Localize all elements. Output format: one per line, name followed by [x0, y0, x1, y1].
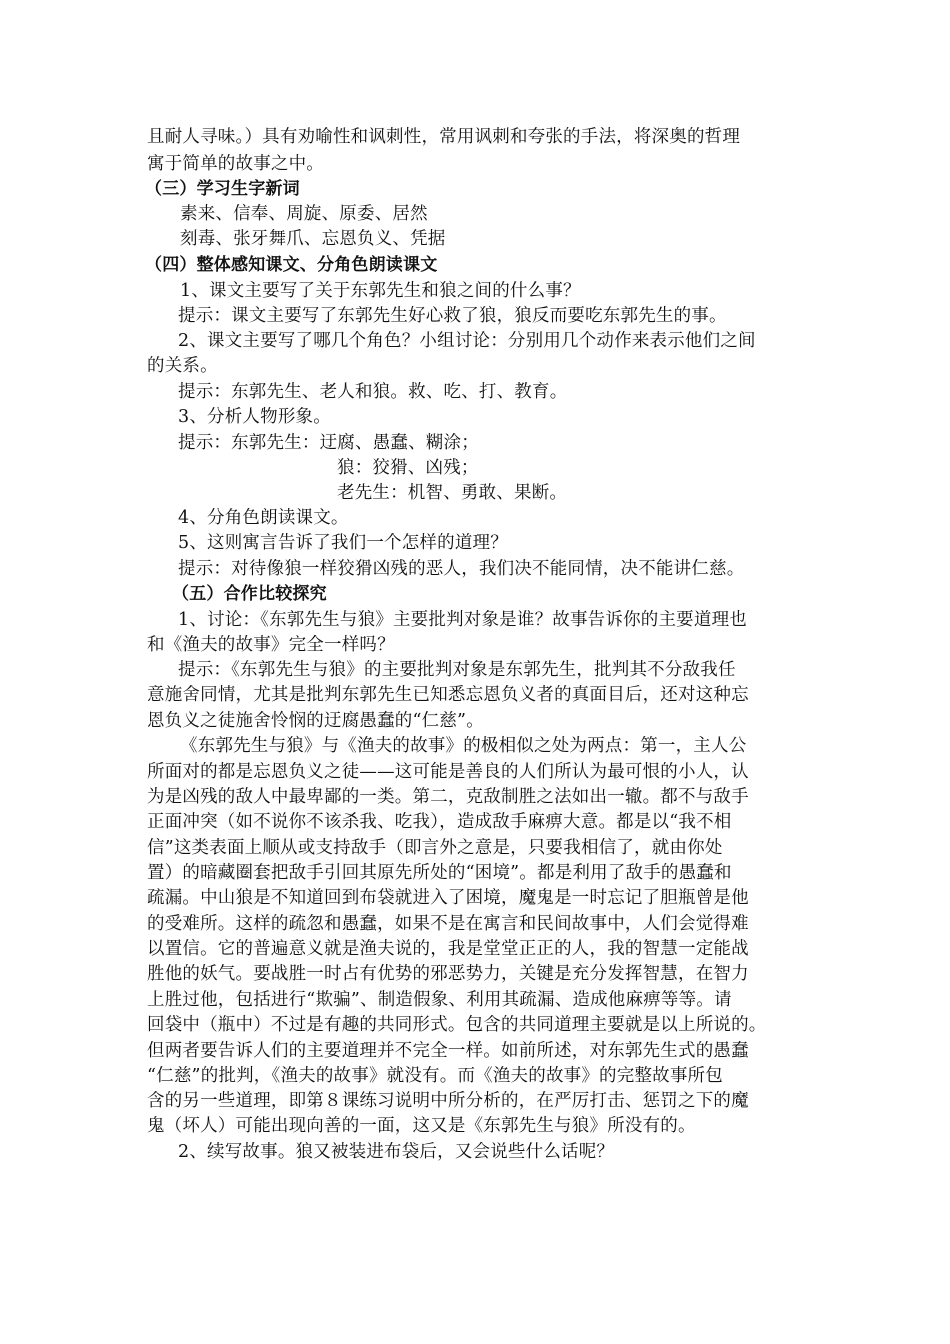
- vocab-line: 刻毒、张牙舞爪、忘恩负义、凭据: [180, 229, 446, 249]
- text-line: 寓于简单的故事之中。: [147, 154, 324, 174]
- text-line: 4、分角色朗读课文。: [178, 508, 349, 528]
- text-line: 1、讨论：《东郭先生与狼》主要批判对象是谁？故事告诉你的主要道理也: [178, 610, 747, 630]
- text-line: 置）的暗藏圈套把敌手引回其原先所处的“困境”。都是利用了敌手的愚蠢和: [147, 863, 732, 883]
- text-line: 2、课文主要写了哪几个角色？小组讨论：分别用几个动作来表示他们之间: [178, 331, 756, 351]
- text-line: 回袋中（瓶中）不过是有趣的共同形式。包含的共同道理主要就是以上所说的。: [147, 1015, 767, 1035]
- text-line: 胜他的妖气。要战胜一时占有优势的邪恶势力，关键是充分发挥智慧，在智力: [147, 964, 749, 984]
- text-line: 和《渔夫的故事》完全一样吗？: [147, 635, 395, 655]
- text-line: 提示：东郭先生、老人和狼。救、吃、打、教育。: [178, 382, 568, 402]
- text-line: 信”这类表面上顺从或支持敌手（即言外之意是，只要我相信了，就由你处: [147, 838, 723, 858]
- text-line: 意施舍同情，尤其是批判东郭先生已知悉忘恩负义者的真面目后，还对这种忘: [147, 685, 749, 705]
- text-line: 以置信。它的普遍意义就是渔夫说的，我是堂堂正正的人，我的智慧一定能战: [147, 939, 749, 959]
- text-line: 提示：对待像狼一样狡猾凶残的恶人，我们决不能同情，决不能讲仁慈。: [178, 559, 745, 579]
- text-line: 所面对的都是忘恩负义之徒——这可能是善良的人们所认为最可恨的小人，认: [147, 762, 749, 782]
- section-heading: （三）学习生字新词: [145, 179, 300, 199]
- text-line: “仁慈”的批判，《渔夫的故事》就没有。而《渔夫的故事》的完整故事所包: [147, 1066, 723, 1086]
- section-heading: （四）整体感知课文、分角色朗读课文: [145, 255, 438, 275]
- text-line: 疏漏。中山狼是不知道回到布袋就进入了困境，魔鬼是一时忘记了胆瓶曾是他: [147, 888, 749, 908]
- text-line: 2、续写故事。狼又被装进布袋后，又会说些什么话呢？: [178, 1142, 615, 1162]
- section-heading: （五）合作比较探究: [172, 584, 327, 604]
- text-line: 但两者要告诉人们的主要道理并不完全一样。如前所述，对东郭先生式的愚蠢: [147, 1041, 749, 1061]
- text-line: 的关系。: [147, 356, 218, 376]
- text-line: 老先生：机智、勇敢、果断。: [337, 483, 568, 503]
- text-line: 正面冲突（如不说你不该杀我、吃我），造成敌手麻痹大意。都是以“我不相: [147, 812, 732, 832]
- text-line: 5、这则寓言告诉了我们一个怎样的道理？: [178, 533, 508, 553]
- text-line: 提示：东郭先生：迂腐、愚蠢、糊涂；: [178, 433, 479, 453]
- text-line: 且耐人寻味。）具有劝喻性和讽刺性，常用讽刺和夸张的手法，将深奥的哲理: [147, 127, 741, 147]
- text-line: 恩负义之徒施舍怜悯的迂腐愚蠢的“仁慈”。: [147, 711, 484, 731]
- text-line: 上胜过他，包括进行“欺骗”、制造假象、利用其疏漏、造成他麻痹等等。请: [147, 990, 732, 1010]
- text-line: 3、分析人物形象。: [178, 407, 331, 427]
- text-line: 《东郭先生与狼》与《渔夫的故事》的极相似之处为两点：第一，主人公: [180, 736, 747, 756]
- text-line: 1、课文主要写了关于东郭先生和狼之间的什么事？: [180, 281, 581, 301]
- text-line: 鬼（坏人）可能出现向善的一面，这又是《东郭先生与狼》所没有的。: [147, 1116, 696, 1136]
- text-line: 含的另一些道理，即第８课练习说明中所分析的，在严厉打击、惩罚之下的魔: [147, 1091, 749, 1111]
- text-line: 的受难所。这样的疏忽和愚蠢，如果不是在寓言和民间故事中，人们会觉得难: [147, 914, 749, 934]
- text-line: 提示：课文主要写了东郭先生好心救了狼，狼反而要吃东郭先生的事。: [178, 306, 727, 326]
- vocab-line: 素来、信奉、周旋、原委、居然: [180, 204, 428, 224]
- text-line: 狼：狡猾、凶残；: [337, 458, 479, 478]
- text-line: 提示：《东郭先生与狼》的主要批判对象是东郭先生，批判其不分敌我任: [178, 660, 736, 680]
- text-line: 为是凶残的敌人中最卑鄙的一类。第二，克敌制胜之法如出一辙。都不与敌手: [147, 787, 749, 807]
